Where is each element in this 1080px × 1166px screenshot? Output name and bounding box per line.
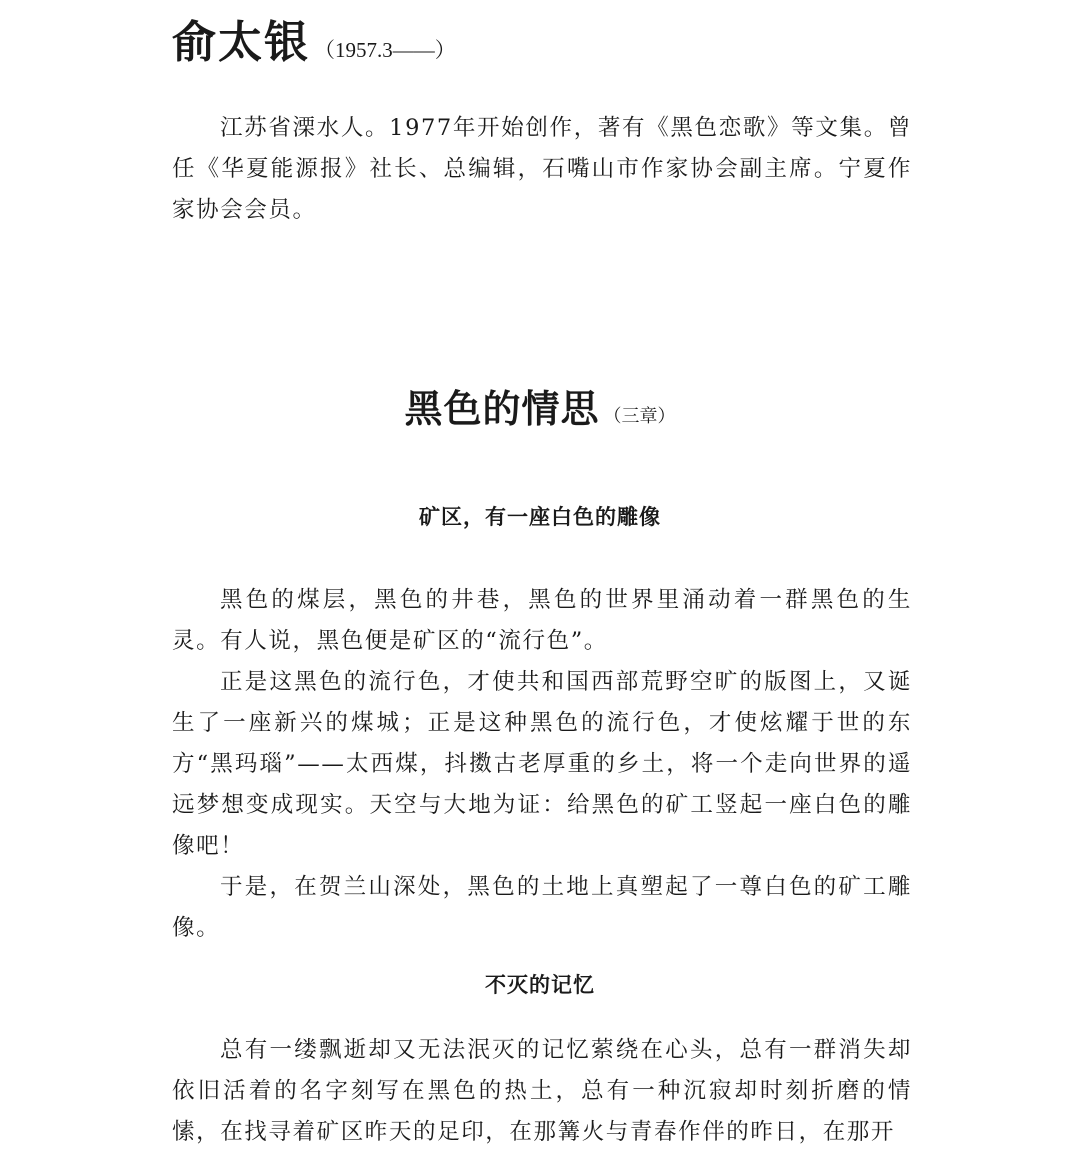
section-body-sculpture <box>172 580 912 949</box>
section-heading-memory: 不灭的记忆 <box>485 973 595 997</box>
section-heading-sculpture: 矿区，有一座白色的雕像 <box>419 505 661 529</box>
work-title-main: 黑色的情思 <box>404 386 600 431</box>
author-dates: （1957.3——） <box>314 38 456 62</box>
author-header <box>172 6 456 70</box>
paragraph: 黑色的煤层，黑色的井巷，黑色的世界里涌动着一群黑色的生灵。有人说，黑色便是矿区的“流行色”。 <box>172 587 912 654</box>
work-title-subtitle: （三章） <box>603 406 676 427</box>
paragraph: 于是，在贺兰山深处，黑色的土地上真塑起了一尊白色的矿工雕像。 <box>172 874 912 941</box>
author-bio: 江苏省溧水人。1977年开始创作，著有《黑色恋歌》等文集。曾任《华夏能源报》社长、总编辑，石嘴山市作家协会副主席。宁夏作家协会会员。 <box>172 115 912 223</box>
work-title <box>0 378 1080 433</box>
paragraph: 正是这黑色的流行色，才使共和国西部荒野空旷的版图上，又诞生了一座新兴的煤城；正是这种黑色的流行色，才使炫耀于世的东方“黑玛瑙”——太西煤，抖擞古老厚重的乡土，将一个走向世界的遥远梦想变成现实。天空与大地为证：给黑色的矿工竖起一座白色的雕像吧！ <box>172 669 912 859</box>
section-body-memory <box>172 1030 912 1153</box>
paragraph: 总有一缕飘逝却又无法泯灭的记忆萦绕在心头，总有一群消失却依旧活着的名字刻写在黑色的热土，总有一种沉寂却时刻折磨的情愫，在找寻着矿区昨天的足印，在那篝火与青春作伴的昨日，在那开 <box>172 1037 912 1145</box>
author-name: 俞太银 <box>172 17 310 68</box>
